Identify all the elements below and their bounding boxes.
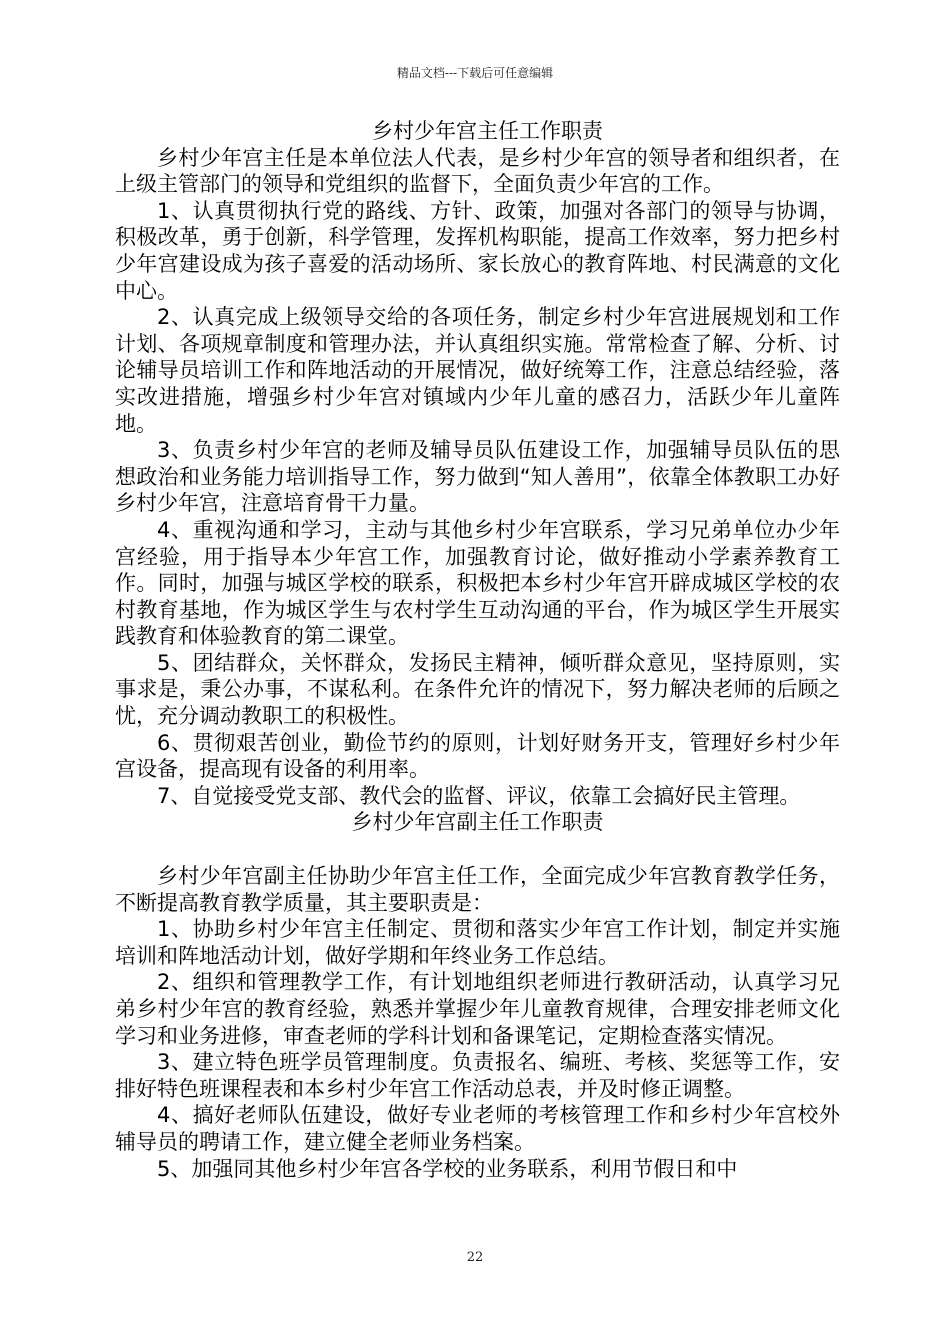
blank-line [115, 836, 840, 863]
paragraph: 2、组织和管理教学工作，有计划地组织老师进行教研活动，认真学习兄弟乡村少年宫的教育经验，熟悉并掌握少年儿童教育规律，合理安排老师文化学习和业务进修，审查老师的学科计划和备课笔记，定期检查落实情况。 [115, 970, 840, 1048]
section-title-director: 乡村少年宫主任工作职责 [372, 119, 603, 143]
paragraph: 3、负责乡村少年宫的老师及辅导员队伍建设工作，加强辅导员队伍的思想政治和业务能力培训指导工作，努力做到“知人善用”，依靠全体教职工办好乡村少年宫，注意培育骨干力量。 [115, 438, 840, 516]
page-number: 22 [466, 1250, 484, 1265]
paragraph: 乡村少年宫副主任协助少年宫主任工作，全面完成少年宫教育教学任务，不断提高教育教学质量，其主要职责是： [115, 864, 840, 915]
paragraph: 4、重视沟通和学习，主动与其他乡村少年宫联系，学习兄弟单位办少年宫经验，用于指导本少年宫工作，加强教育讨论，做好推动小学素养教育工作。同时，加强与城区学校的联系，积极把本乡村少年宫开辟成城区学校的农村教育基地，作为城区学生与农村学生互动沟通的平台，作为城区学生开展实践教育和体验教育的第二课堂。 [115, 517, 840, 649]
paragraph: 5、加强同其他乡村少年宫各学校的业务联系，利用节假日和中 [157, 1156, 738, 1181]
paragraph: 1、认真贯彻执行党的路线、方针、政策，加强对各部门的领导与协调，积极改革，勇于创新，科学管理，发挥机构职能，提高工作效率，努力把乡村少年宫建设成为孩子喜爱的活动场所、家长放心的教育阵地、村民满意的文化中心。 [115, 198, 840, 303]
page-header: 精品文档---下载后可任意编辑 [396, 66, 554, 80]
paragraph: 7、自觉接受党支部、教代会的监督、评议，依靠工会搞好民主管理。 [157, 783, 801, 808]
paragraph: 1、协助乡村少年宫主任制定、贯彻和落实少年宫工作计划，制定并实施培训和阵地活动计划，做好学期和年终业务工作总结。 [115, 917, 840, 968]
paragraph: 6、贯彻艰苦创业，勤俭节约的原则，计划好财务开支，管理好乡村少年宫设备，提高现有设备的利用率。 [115, 730, 840, 782]
paragraph: 3、建立特色班学员管理制度。负责报名、编班、考核、奖惩等工作，安排好特色班课程表和本乡村少年宫工作活动总表，并及时修正调整。 [115, 1050, 840, 1101]
paragraph: 5、团结群众，关怀群众，发扬民主精神，倾听群众意见，坚持原则，实事求是，秉公办事，不谋私利。在条件允许的情况下，努力解决老师的后顾之忧，充分调动教职工的积极性。 [115, 650, 840, 729]
paragraph: 4、搞好老师队伍建设，做好专业老师的考核管理工作和乡村少年宫校外辅导员的聘请工作，建立健全老师业务档案。 [115, 1103, 840, 1154]
paragraph: 乡村少年宫主任是本单位法人代表，是乡村少年宫的领导者和组织者，在上级主管部门的领导和党组织的监督下，全面负责少年宫的工作。 [115, 145, 840, 197]
paragraph: 2、认真完成上级领导交给的各项任务，制定乡村少年宫进展规划和工作计划、各项规章制度和管理办法，并认真组织实施。常常检查了解、分析、讨论辅导员培训工作和阵地活动的开展情况，做好统筹工作，注意总结经验，落实改进措施，增强乡村少年宫对镇域内少年儿童的感召力，活跃少年儿童阵地。 [115, 305, 840, 436]
document-body [115, 118, 840, 1182]
section-title-deputy-director: 乡村少年宫副主任工作职责 [351, 810, 604, 835]
